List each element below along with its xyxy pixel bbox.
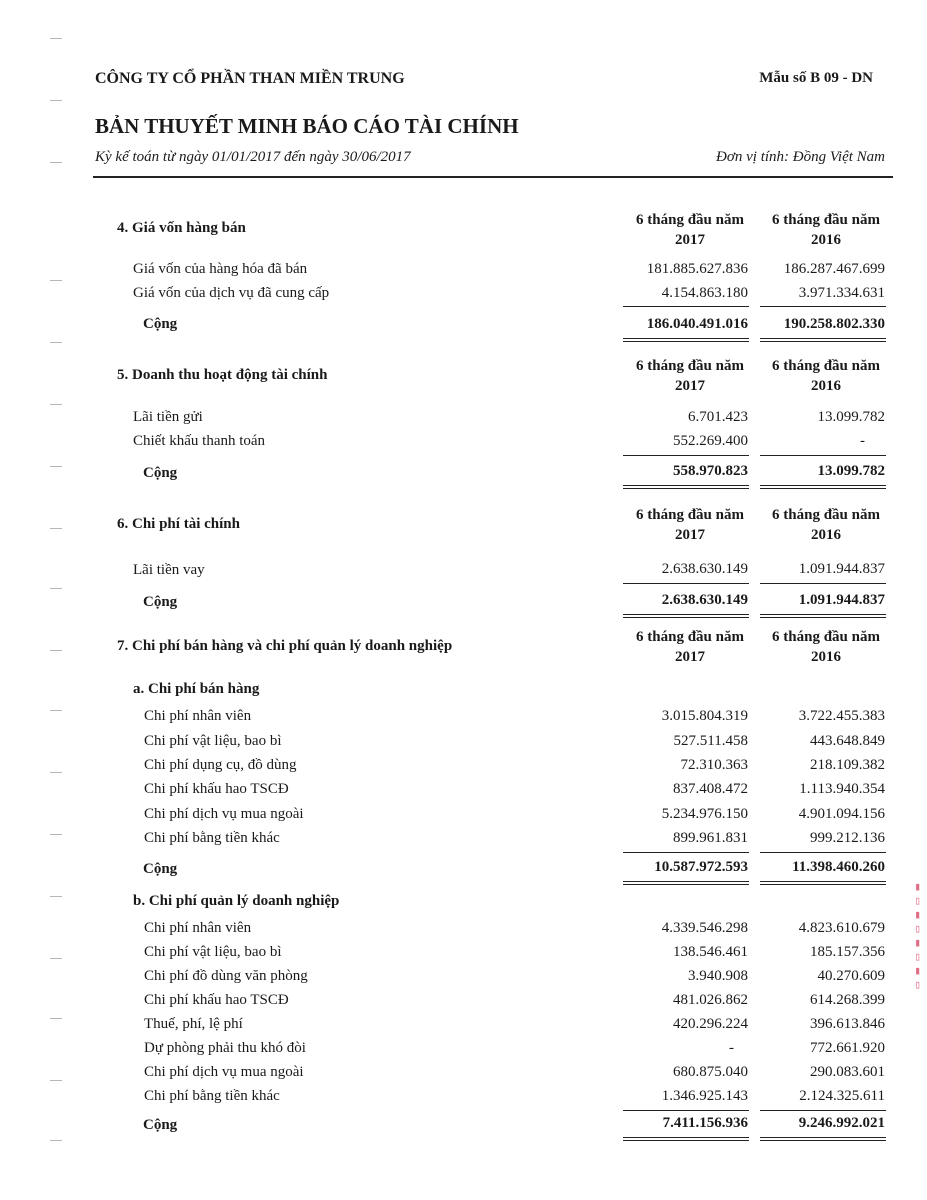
total-label: Cộng [143, 861, 178, 877]
column-header-2017: 6 tháng đầu năm 2017 [636, 629, 744, 665]
total-double-rule [760, 1140, 886, 1141]
value-2017: 552.269.400 [673, 433, 748, 449]
scan-margin-marks [50, 30, 66, 1150]
column-header-2016: 6 tháng đầu năm 2016 [772, 358, 880, 394]
row-label: Chi phí vật liệu, bao bì [144, 944, 282, 960]
row-label: Lãi tiền vay [133, 562, 205, 578]
total-value-2016: 190.258.802.330 [783, 316, 885, 332]
total-value-2016: 9.246.992.021 [798, 1115, 885, 1131]
subtotal-rule [760, 1110, 886, 1111]
total-double-rule [623, 614, 749, 615]
value-2016: 290.083.601 [810, 1064, 885, 1080]
total-double-rule [760, 881, 886, 882]
value-2017: 837.408.472 [673, 781, 748, 797]
value-2017: - [729, 1040, 734, 1056]
column-header-2017: 6 tháng đầu năm 2017 [636, 212, 744, 248]
value-2016: 185.157.356 [810, 944, 885, 960]
total-double-rule [623, 884, 749, 885]
subtotal-rule [623, 583, 749, 584]
value-2017: 3.015.804.319 [661, 708, 748, 724]
row-label: Chi phí dịch vụ mua ngoài [144, 806, 304, 822]
total-double-rule [623, 1137, 749, 1138]
total-double-rule [623, 341, 749, 342]
row-label: Chi phí nhân viên [144, 708, 252, 724]
subtotal-rule [623, 306, 749, 307]
value-2017: 1.346.925.143 [661, 1088, 748, 1104]
value-2016: 3.722.455.383 [798, 708, 885, 724]
value-2016: 4.823.610.679 [798, 920, 885, 936]
total-value-2017: 7.411.156.936 [662, 1115, 748, 1131]
value-2017: 181.885.627.836 [646, 261, 748, 277]
company-name: CÔNG TY CỔ PHẦN THAN MIỀN TRUNG [95, 70, 405, 87]
subtotal-rule [623, 852, 749, 853]
total-double-rule [760, 614, 886, 615]
section-6-title: 6. Chi phí tài chính [117, 516, 240, 532]
value-2016: 13.099.782 [817, 409, 885, 425]
total-value-2016: 1.091.944.837 [798, 592, 885, 608]
value-2017: 420.296.224 [673, 1016, 748, 1032]
value-2017: 481.026.862 [673, 992, 748, 1008]
section-5-title: 5. Doanh thu hoạt động tài chính [117, 367, 328, 383]
value-2016: 4.901.094.156 [798, 806, 885, 822]
value-2016: 443.648.849 [810, 733, 885, 749]
column-header-2016: 6 tháng đầu năm 2016 [772, 507, 880, 543]
value-2017: 899.961.831 [673, 830, 748, 846]
document-title: BẢN THUYẾT MINH BÁO CÁO TÀI CHÍNH [95, 114, 519, 138]
total-double-rule [760, 341, 886, 342]
total-label: Cộng [143, 465, 178, 481]
total-label: Cộng [143, 1117, 178, 1133]
column-header-2017: 6 tháng đầu năm 2017 [636, 507, 744, 543]
column-header-2016: 6 tháng đầu năm 2016 [772, 629, 880, 665]
subsection-a-title: a. Chi phí bán hàng [133, 681, 260, 697]
value-2016: 3.971.334.631 [798, 285, 885, 301]
total-label: Cộng [143, 316, 178, 332]
value-2016: 40.270.609 [817, 968, 885, 984]
margin-stamp: ▮▯▮▯▮▯▮▯ [911, 880, 924, 992]
row-label: Chi phí khấu hao TSCĐ [144, 992, 289, 1008]
form-number: Mẫu số B 09 - DN [759, 70, 873, 86]
row-label: Chi phí khấu hao TSCĐ [144, 781, 289, 797]
total-label: Cộng [143, 594, 178, 610]
value-2017: 72.310.363 [680, 757, 748, 773]
total-double-rule [760, 488, 886, 489]
value-2016: 186.287.467.699 [783, 261, 885, 277]
total-double-rule [760, 485, 886, 486]
value-2017: 138.546.461 [673, 944, 748, 960]
value-2016: 772.661.920 [810, 1040, 885, 1056]
subtotal-rule [623, 455, 749, 456]
subtotal-rule [760, 306, 886, 307]
total-value-2017: 2.638.630.149 [661, 592, 748, 608]
row-label: Dự phòng phải thu khó đòi [144, 1040, 306, 1056]
total-value-2017: 10.587.972.593 [654, 859, 748, 875]
row-label: Thuế, phí, lệ phí [144, 1016, 243, 1032]
total-double-rule [760, 1137, 886, 1138]
value-2017: 2.638.630.149 [661, 561, 748, 577]
currency-unit: Đơn vị tính: Đồng Việt Nam [716, 149, 885, 165]
accounting-period: Kỳ kế toán từ ngày 01/01/2017 đến ngày 30/06/2017 [95, 149, 411, 165]
total-double-rule [623, 881, 749, 882]
total-value-2017: 558.970.823 [673, 463, 748, 479]
row-label: Giá vốn của hàng hóa đã bán [133, 261, 308, 277]
column-header-2017: 6 tháng đầu năm 2017 [636, 358, 744, 394]
row-label: Lãi tiền gửi [133, 409, 203, 425]
subsection-b-title: b. Chi phí quản lý doanh nghiệp [133, 893, 340, 909]
value-2017: 4.154.863.180 [661, 285, 748, 301]
total-double-rule [623, 617, 749, 618]
subtotal-rule [760, 852, 886, 853]
value-2016: 999.212.136 [810, 830, 885, 846]
row-label: Chi phí bằng tiền khác [144, 1088, 280, 1104]
value-2016: 218.109.382 [810, 757, 885, 773]
header-divider [93, 176, 893, 178]
total-value-2016: 13.099.782 [817, 463, 885, 479]
total-double-rule [760, 884, 886, 885]
subtotal-rule [760, 583, 886, 584]
value-2017: 680.875.040 [673, 1064, 748, 1080]
subtotal-rule [623, 1110, 749, 1111]
row-label: Chi phí nhân viên [144, 920, 252, 936]
row-label: Chi phí dụng cụ, đồ dùng [144, 757, 297, 773]
row-label: Chi phí dịch vụ mua ngoài [144, 1064, 304, 1080]
value-2017: 3.940.908 [688, 968, 748, 984]
value-2016: - [860, 433, 865, 449]
row-label: Chi phí bằng tiền khác [144, 830, 280, 846]
value-2017: 6.701.423 [688, 409, 748, 425]
value-2017: 4.339.546.298 [661, 920, 748, 936]
subtotal-rule [760, 455, 886, 456]
value-2016: 396.613.846 [810, 1016, 885, 1032]
value-2016: 614.268.399 [810, 992, 885, 1008]
value-2017: 527.511.458 [673, 733, 748, 749]
total-double-rule [623, 1140, 749, 1141]
total-double-rule [623, 338, 749, 339]
row-label: Chiết khấu thanh toán [133, 433, 266, 449]
row-label: Chi phí đồ dùng văn phòng [144, 968, 308, 984]
value-2016: 2.124.325.611 [799, 1088, 885, 1104]
total-value-2017: 186.040.491.016 [646, 316, 748, 332]
column-header-2016: 6 tháng đầu năm 2016 [772, 212, 880, 248]
total-double-rule [623, 485, 749, 486]
row-label: Chi phí vật liệu, bao bì [144, 733, 282, 749]
total-double-rule [623, 488, 749, 489]
total-double-rule [760, 338, 886, 339]
total-double-rule [760, 617, 886, 618]
row-label: Giá vốn của dịch vụ đã cung cấp [133, 285, 330, 301]
value-2016: 1.113.940.354 [799, 781, 885, 797]
value-2017: 5.234.976.150 [661, 806, 748, 822]
total-value-2016: 11.398.460.260 [792, 859, 885, 875]
value-2016: 1.091.944.837 [798, 561, 885, 577]
section-7-title: 7. Chi phí bán hàng và chi phí quản lý doanh nghiệp [117, 638, 453, 654]
section-4-title: 4. Giá vốn hàng bán [117, 220, 246, 236]
